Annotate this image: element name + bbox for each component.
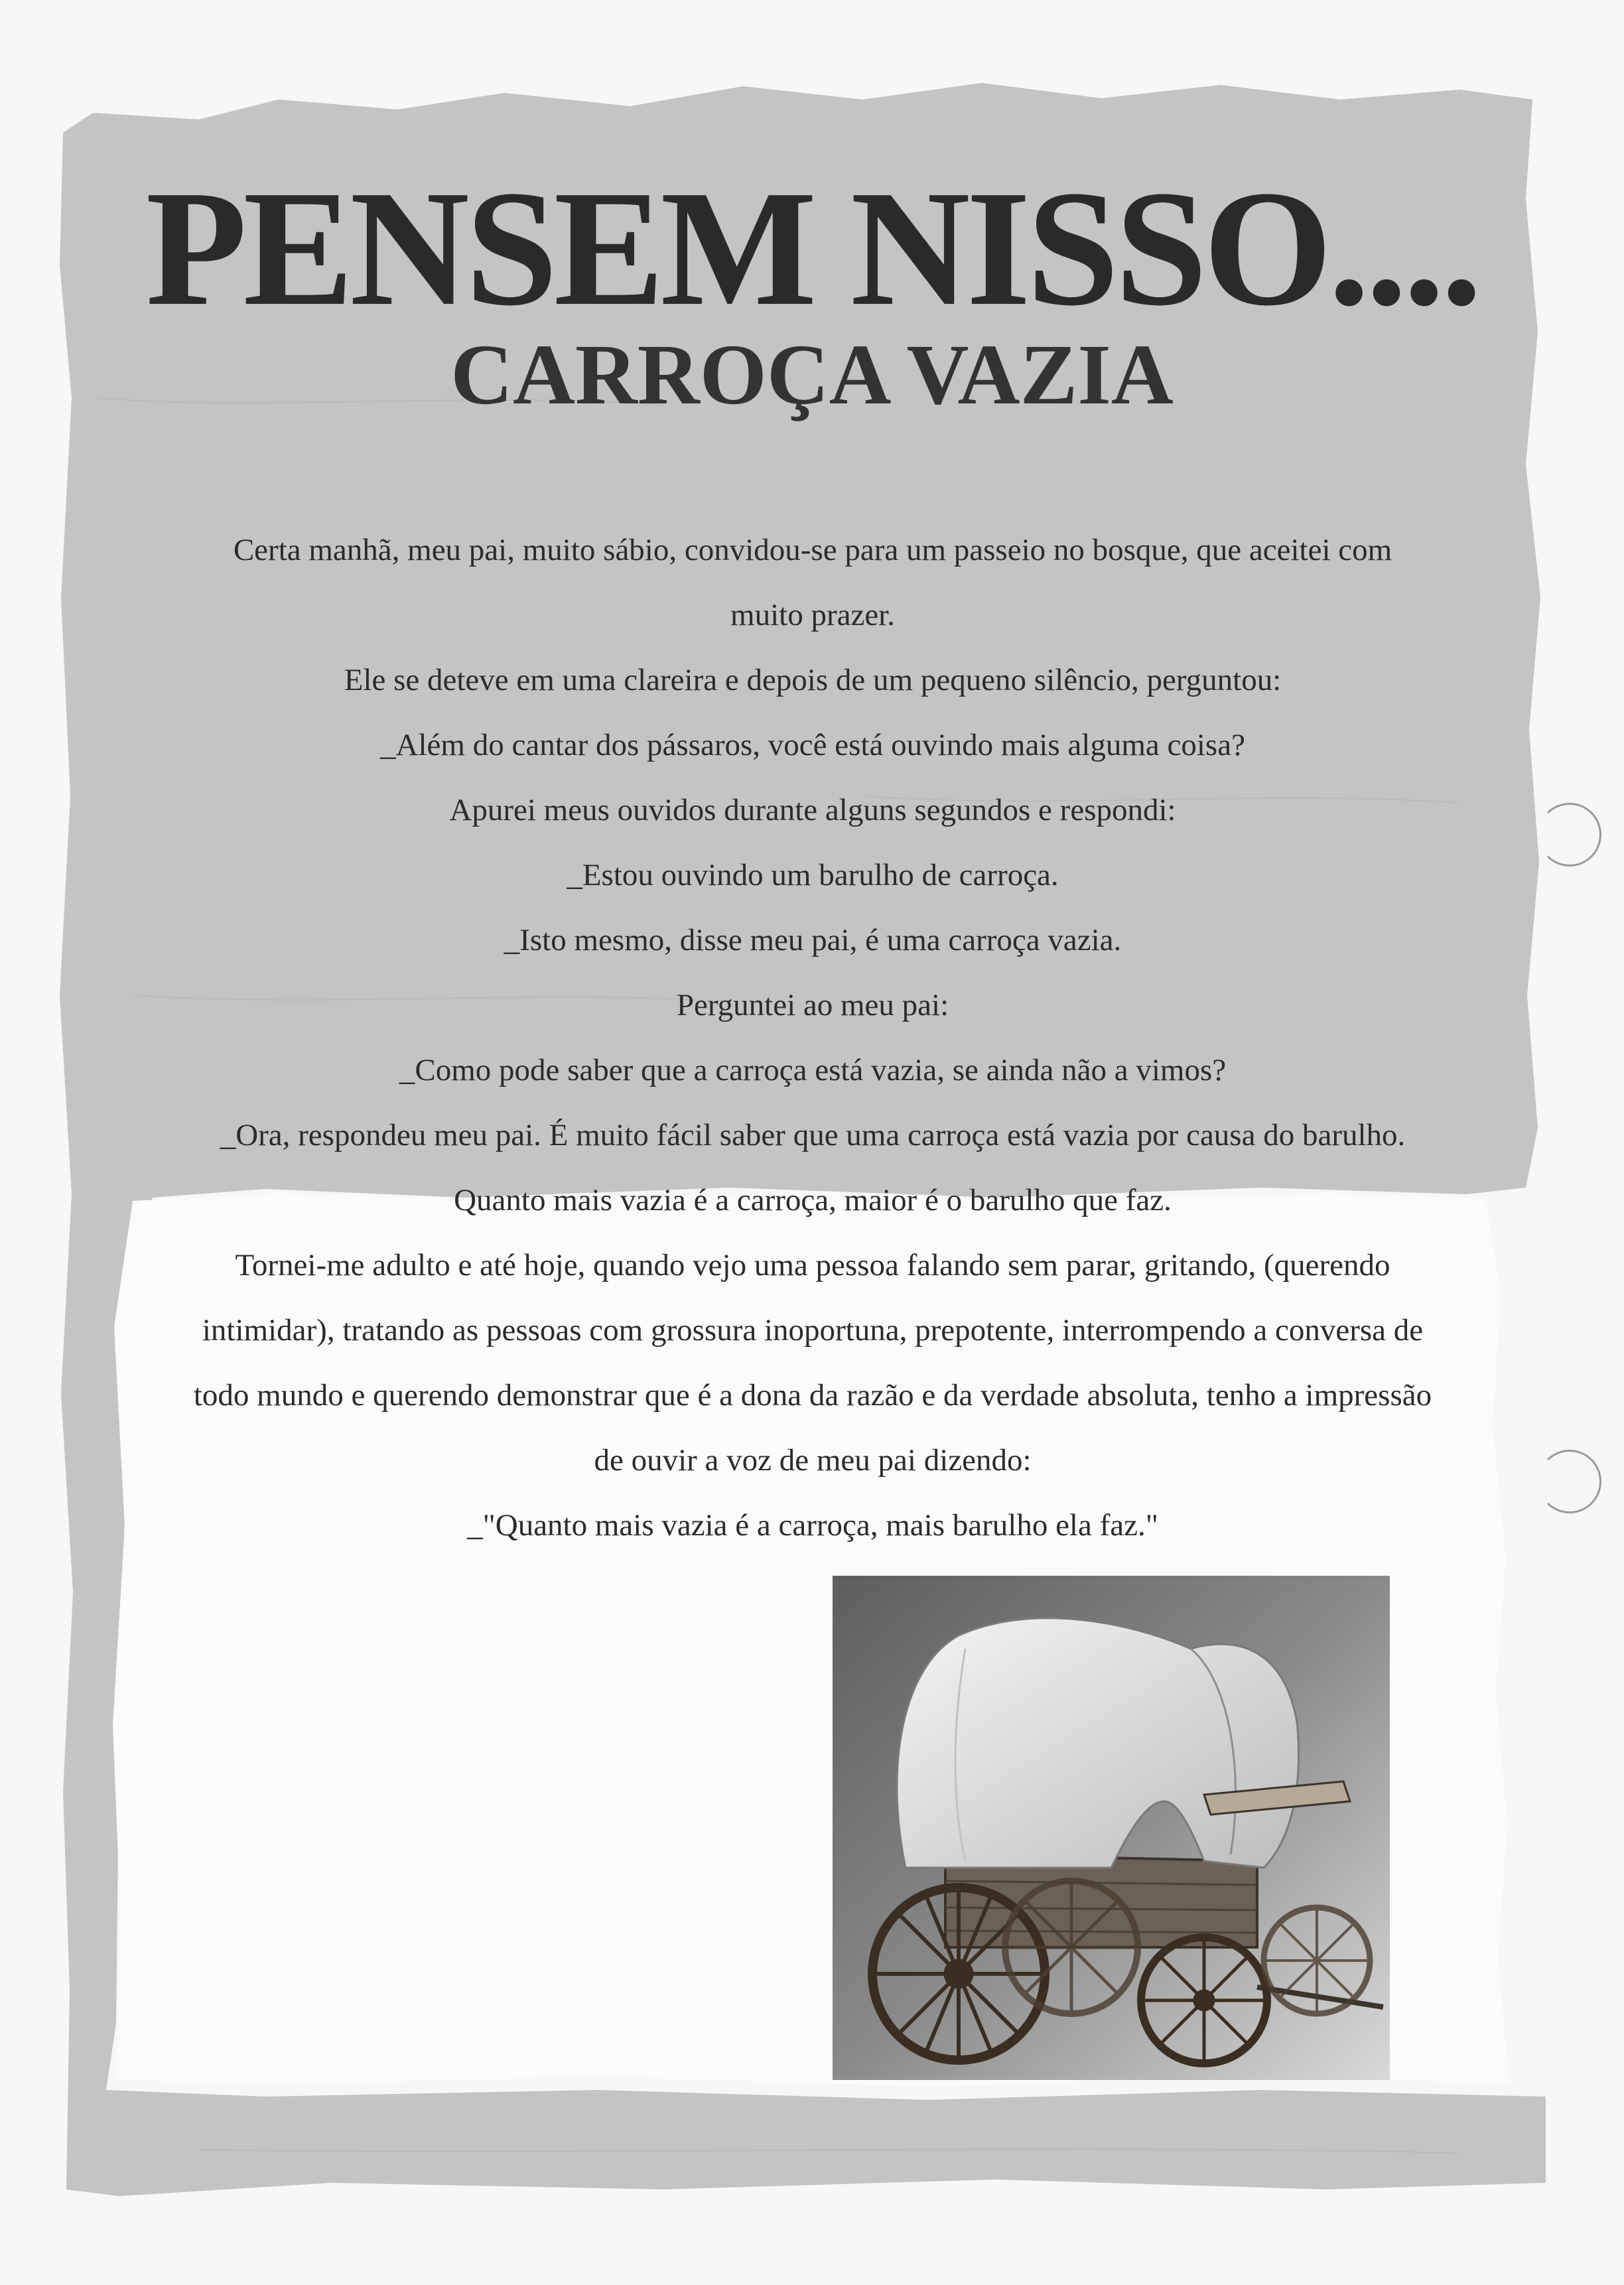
story-line: de ouvir a voz de meu pai dizendo: xyxy=(594,1443,1032,1478)
story-line: Certa manhã, meu pai, muito sábio, convidou-se para um passeio no bosque, que aceitei com xyxy=(233,533,1392,567)
story-line: _Estou ouvindo um barulho de carroça. xyxy=(567,858,1059,892)
story-line: _"Quanto mais vazia é a carroça, mais barulho ela faz." xyxy=(467,1508,1158,1543)
story-line: Quanto mais vazia é a carroça, maior é o barulho que faz. xyxy=(454,1183,1172,1217)
story-line: muito prazer. xyxy=(730,598,895,632)
story-line: _Isto mesmo, disse meu pai, é uma carroça vazia. xyxy=(504,923,1122,957)
story-line: _Como pode saber que a carroça está vazia, se ainda não a vimos? xyxy=(399,1053,1227,1087)
story-body xyxy=(100,518,1526,1558)
story-line: todo mundo e querendo demonstrar que é a dona da razão e da verdade absoluta, tenho a impressão xyxy=(193,1378,1432,1413)
story-line: _Ora, respondeu meu pai. É muito fácil saber que uma carroça está vazia por causa do barulho. xyxy=(220,1118,1406,1152)
covered-wagon-photo xyxy=(833,1576,1390,2080)
binder-hole-top xyxy=(1538,803,1601,866)
story-line: Tornei-me adulto e até hoje, quando vejo uma pessoa falando sem parar, gritando, (querendo xyxy=(235,1248,1390,1282)
story-line: Perguntei ao meu pai: xyxy=(676,988,949,1022)
story-line: Ele se deteve em uma clareira e depois de um pequeno silêncio, perguntou: xyxy=(344,663,1282,697)
page-subtitle: CARROÇA VAZIA xyxy=(450,327,1174,423)
story-line: _Além do cantar dos pássaros, você está ouvindo mais alguma coisa? xyxy=(380,728,1245,762)
story-line: Apurei meus ouvidos durante alguns segundos e respondi: xyxy=(449,793,1176,827)
story-line: intimidar), tratando as pessoas com grossura inoportuna, prepotente, interrompendo a conversa de xyxy=(202,1313,1424,1348)
page-title: PENSEM NISSO.... xyxy=(145,157,1479,340)
binder-hole-bottom xyxy=(1538,1450,1601,1513)
